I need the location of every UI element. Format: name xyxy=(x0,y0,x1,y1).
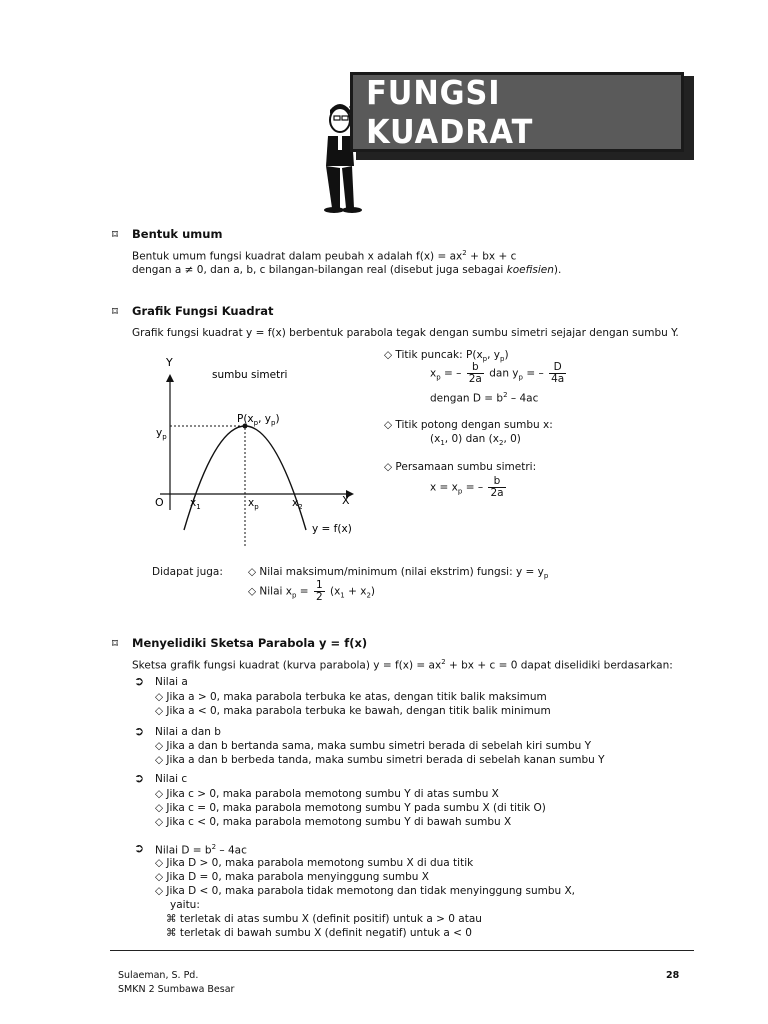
group-d-subitem: ⌘ terletak di bawah sumbu X (definit negatif) untuk a < 0 xyxy=(166,927,472,939)
fraction-half: $\frac{1}{2}$ xyxy=(315,579,323,603)
page-number: 28 xyxy=(666,970,680,981)
persamaan-line: ◇ Persamaan sumbu simetri: xyxy=(384,461,537,473)
yp-label: $y_p$ xyxy=(156,427,167,441)
group-ab-head: Nilai a dan b xyxy=(155,726,221,738)
title-banner xyxy=(350,72,684,152)
y-axis-label: Y xyxy=(166,356,173,369)
group-ab-item: ◇ Jika a dan b berbeda tanda, maka sumbu simetri berada di sebelah kanan sumbu Y xyxy=(155,754,605,766)
group-d-head: Nilai $D = b^2 - 4ac$ xyxy=(155,843,247,857)
group-a-item: ◇ Jika a > 0, maka parabola terbuka ke atas, dengan titik balik maksimum xyxy=(155,691,547,703)
arrow-icon: ➲ xyxy=(134,674,145,688)
fraction-d-4a: $\frac{D}{4a}$ xyxy=(551,361,565,385)
section-bullet-icon: ⌑ xyxy=(112,228,118,241)
group-c-item: ◇ Jika c < 0, maka parabola memotong sumbu Y di bawah sumbu X xyxy=(155,816,512,828)
fraction-b-2a: $\frac{b}{2a}$ xyxy=(468,361,482,385)
group-d-item: ◇ Jika D = 0, maka parabola menyinggung sumbu X xyxy=(155,871,429,883)
puncak-line: ◇ Titik puncak: $P(x_p$, $y_p$) xyxy=(384,349,509,364)
group-ab-item: ◇ Jika a dan b bertanda sama, maka sumbu simetri berada di sebelah kiri sumbu Y xyxy=(155,740,592,752)
bentuk-line-2: dengan a ≠ 0, dan a, b, c bilangan-bilangan real (disebut juga sebagai koefisien). xyxy=(132,264,562,276)
x-eq-formula: $x = x_p$ = – $\frac{b}{2a}$ xyxy=(430,475,504,499)
fx-label: y = f(x) xyxy=(312,523,352,535)
parabola-graph xyxy=(140,350,370,550)
section-title-grafik: Grafik Fungsi Kuadrat xyxy=(132,304,274,318)
x-axis-label: X xyxy=(342,494,350,507)
section-bullet-icon: ⌑ xyxy=(112,637,118,650)
section-bullet-icon: ⌑ xyxy=(112,305,118,318)
y-axis-arrow xyxy=(166,374,174,382)
group-d-item: ◇ Jika D < 0, maka parabola tidak memotong dan tidak menyinggung sumbu X, xyxy=(155,885,576,897)
didapat-line-2: ◇ Nilai $x_p$ = $\frac{1}{2}$ $(x_1 + x_2)$ xyxy=(248,579,376,603)
group-c-item: ◇ Jika c > 0, maka parabola memotong sumbu Y di atas sumbu X xyxy=(155,788,499,800)
section-title-sketsa: Menyelidiki Sketsa Parabola y = f(x) xyxy=(132,636,368,650)
dengan-d-line: dengan $D = b^2 - 4ac$ xyxy=(430,391,539,405)
x2-label: $x_2$ xyxy=(292,497,303,511)
xp-yp-formula: $x_p$ = – $\frac{b}{2a}$ dan $y_p$ = – $\frac{D}{4a}$ xyxy=(430,361,565,385)
arrow-icon: ➲ xyxy=(134,724,145,738)
group-c-item: ◇ Jika c = 0, maka parabola memotong sumbu Y pada sumbu X (di titik O) xyxy=(155,802,546,814)
group-c-head: Nilai c xyxy=(155,773,188,785)
potong-line: ◇ Titik potong dengan sumbu x: xyxy=(384,419,553,431)
group-d-item: ◇ Jika D > 0, maka parabola memotong sumbu X di dua titik xyxy=(155,857,474,869)
didapat-line-1: ◇ Nilai maksimum/minimum (nilai ekstrim) fungsi: $y = y_p$ xyxy=(248,566,549,581)
sketsa-intro: Sketsa grafik fungsi kuadrat (kurva parabola) $y = f(x) = ax^2$ + bx + c = 0 dapat diselidiki berdasarkan: xyxy=(132,658,673,672)
group-a-item: ◇ Jika a < 0, maka parabola terbuka ke bawah, dengan titik balik minimum xyxy=(155,705,551,717)
sumbu-simetri-label: sumbu simetri xyxy=(212,369,288,381)
footer-divider xyxy=(110,950,694,951)
x1-label: $x_1$ xyxy=(190,497,201,511)
origin-label: O xyxy=(155,496,164,509)
vertex-label: $P(x_p$, $y_p$) xyxy=(237,413,280,427)
grafik-intro: Grafik fungsi kuadrat y = f(x) berbentuk parabola tegak dengan sumbu simetri sejajar dengan sumbu Y. xyxy=(132,327,679,339)
didapat-label: Didapat juga: xyxy=(152,566,223,578)
arrow-icon: ➲ xyxy=(134,841,145,855)
group-d-yaitu: yaitu: xyxy=(170,899,200,911)
footer-school: SMKN 2 Sumbawa Besar xyxy=(118,984,235,995)
section-title-bentuk: Bentuk umum xyxy=(132,227,223,241)
arrow-icon: ➲ xyxy=(134,771,145,785)
fraction-b-2a: $\frac{b}{2a}$ xyxy=(490,475,504,499)
group-d-subitem: ⌘ terletak di atas sumbu X (definit positif) untuk a > 0 atau xyxy=(166,913,482,925)
potong-points: ($x_1$, 0) dan ($x_2$, 0) xyxy=(430,433,521,448)
bentuk-line-1: Bentuk umum fungsi kuadrat dalam peubah x adalah $f(x) = ax^2$ + bx + c xyxy=(132,249,517,263)
footer-author: Sulaeman, S. Pd. xyxy=(118,970,199,981)
page-title: FUNGSI KUADRAT xyxy=(366,73,534,151)
xp-label: $x_p$ xyxy=(248,497,259,511)
group-a-head: Nilai a xyxy=(155,676,188,688)
